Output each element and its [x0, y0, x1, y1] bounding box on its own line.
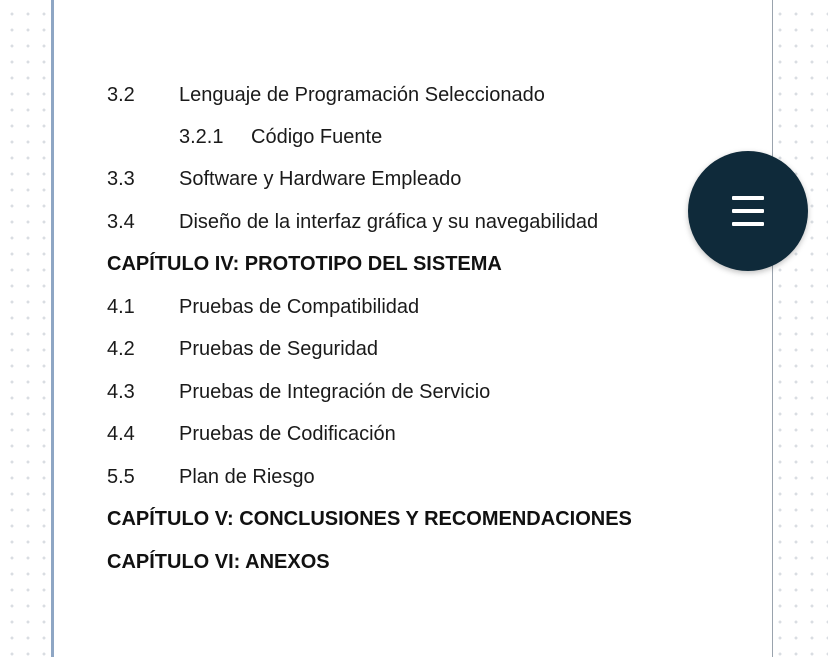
- toc-entry-number: 4.1: [107, 296, 135, 318]
- toc-entry-number: 3.3: [107, 168, 135, 190]
- toc-entry-title: Pruebas de Compatibilidad: [179, 296, 420, 318]
- toc-chapter-heading: CAPÍTULO VI: ANEXOS: [107, 551, 330, 573]
- toc-entry-number: 5.5: [107, 466, 135, 488]
- toc-entry-title: Código Fuente: [251, 126, 383, 148]
- toc-entry-number: 4.4: [107, 423, 135, 445]
- toc-entry: [107, 334, 378, 364]
- toc-entry: [107, 292, 419, 322]
- document-page: [51, 0, 773, 657]
- toc-chapter-heading: CAPÍTULO V: CONCLUSIONES Y RECOMENDACIONES: [107, 508, 632, 530]
- toc-entry-number: 3.2: [107, 84, 135, 106]
- toc-entry-title: Diseño de la interfaz gráfica y su navegabilidad: [179, 211, 599, 233]
- toc-entry-number: 3.2.1: [179, 126, 224, 148]
- toc-entry-number: 3.4: [107, 211, 135, 233]
- toc-entry: [107, 462, 315, 492]
- toc-entry-title: Software y Hardware Empleado: [179, 168, 462, 190]
- toc-chapter-heading: CAPÍTULO IV: PROTOTIPO DEL SISTEMA: [107, 253, 502, 275]
- toc-entry-title: Lenguaje de Programación Seleccionado: [179, 84, 545, 106]
- toc-entry: [107, 419, 396, 449]
- toc-entry-title: Pruebas de Integración de Servicio: [179, 381, 491, 403]
- toc-entry-number: 4.3: [107, 381, 135, 403]
- toc-entry-title: Pruebas de Seguridad: [179, 338, 379, 360]
- toc-entry: [107, 80, 545, 110]
- hamburger-menu-icon: [732, 209, 764, 213]
- hamburger-menu-icon: [732, 222, 764, 226]
- menu-button[interactable]: [688, 151, 808, 271]
- toc-entry: [107, 207, 598, 237]
- toc-entry: [107, 377, 490, 407]
- table-of-contents: [54, 0, 772, 657]
- toc-entry: [107, 164, 461, 194]
- toc-subentry: [179, 122, 382, 152]
- toc-entry-title: Plan de Riesgo: [179, 466, 315, 488]
- toc-entry-title: Pruebas de Codificación: [179, 423, 396, 445]
- hamburger-menu-icon: [732, 196, 764, 200]
- toc-entry-number: 4.2: [107, 338, 135, 360]
